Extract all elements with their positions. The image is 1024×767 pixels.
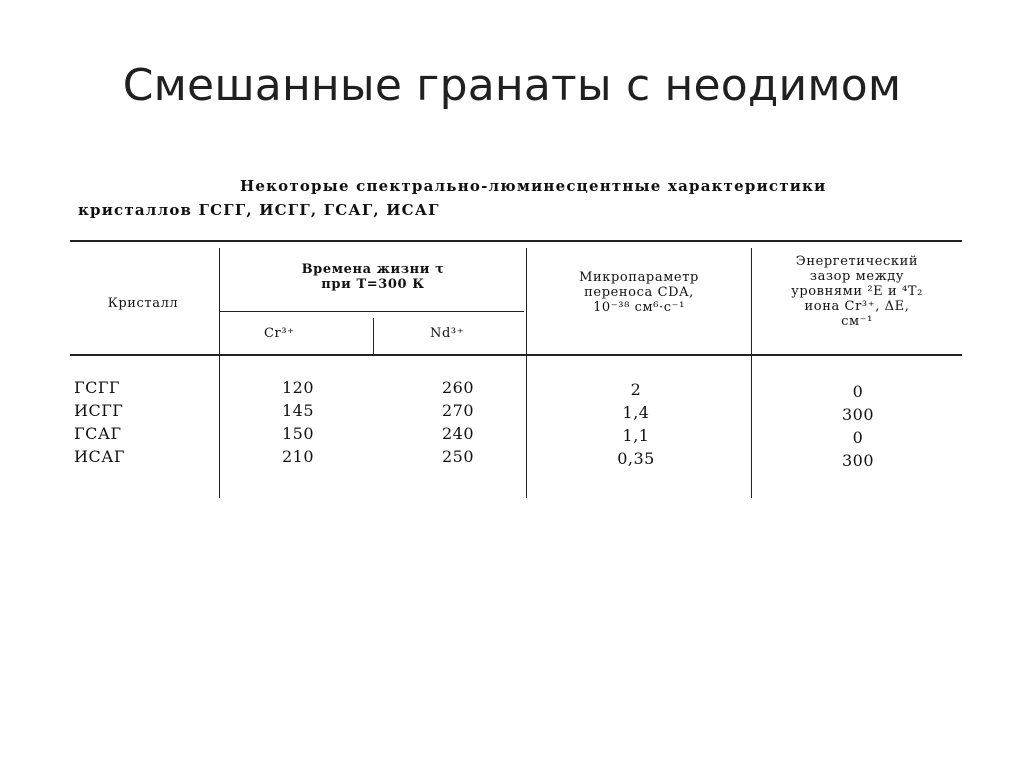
header-energy-gap xyxy=(752,254,962,329)
table-top-rule xyxy=(70,240,962,242)
header-crystal: Кристалл xyxy=(107,296,179,311)
column-cr-lifetime xyxy=(263,376,333,468)
table-row-crystal: ГСАГ xyxy=(74,424,122,443)
scanned-table xyxy=(68,168,968,508)
table-cell-cda: 0,35 xyxy=(617,449,655,468)
header-energy-gap-line-5: см⁻¹ xyxy=(841,314,873,329)
header-lifetime-line-1: Времена жизни τ xyxy=(301,262,445,277)
table-cell-nd: 260 xyxy=(441,378,475,397)
table-cell-cda: 1,1 xyxy=(622,426,650,445)
table-cell-delta-e: 300 xyxy=(841,451,875,470)
table-cell-cr: 210 xyxy=(281,447,315,466)
column-crystal xyxy=(74,376,125,468)
table-row-crystal: ИСАГ xyxy=(74,447,125,466)
table-cell-cr: 150 xyxy=(281,424,315,443)
column-energy-gap xyxy=(818,380,898,472)
header-cr: Cr³⁺ xyxy=(264,326,295,341)
table-cell-delta-e: 0 xyxy=(852,382,864,401)
header-nd: Nd³⁺ xyxy=(430,326,465,341)
table-cell-delta-e: 0 xyxy=(852,428,864,447)
column-microparameter xyxy=(596,378,676,470)
column-nd-lifetime xyxy=(423,376,493,468)
table-cell-delta-e: 300 xyxy=(841,405,875,424)
table-cell-nd: 270 xyxy=(441,401,475,420)
table-cell-nd: 240 xyxy=(441,424,475,443)
header-energy-gap-line-2: зазор между xyxy=(809,269,905,284)
table-cell-cr: 145 xyxy=(281,401,315,420)
table-caption xyxy=(78,174,938,222)
table-cell-nd: 250 xyxy=(441,447,475,466)
table-caption-line-1: Некоторые спектрально-люминесцентные характеристики xyxy=(240,177,827,195)
table-row-crystal: ГСГГ xyxy=(74,378,121,397)
header-energy-gap-line-1: Энергетический xyxy=(795,254,919,269)
header-lifetime-line-2: при T=300 К xyxy=(321,277,425,292)
table-sub-header-rule xyxy=(220,311,524,312)
header-microparameter-line-1: Микропараметр xyxy=(579,270,699,285)
table-cell-cr: 120 xyxy=(281,378,315,397)
header-energy-gap-line-3: уровнями ²E и ⁴T₂ xyxy=(791,284,923,299)
header-lifetime xyxy=(220,262,526,292)
header-energy-gap-line-4: иона Cr³⁺, ΔE, xyxy=(804,299,910,314)
slide-title: Смешанные гранаты с неодимом xyxy=(122,60,902,111)
table-caption-line-2: кристаллов ГСГГ, ИСГГ, ГСАГ, ИСАГ xyxy=(78,201,440,219)
table-cell-cda: 1,4 xyxy=(622,403,650,422)
header-microparameter-line-3: 10⁻³⁸ см⁶·с⁻¹ xyxy=(593,300,685,315)
table-row-crystal: ИСГГ xyxy=(74,401,124,420)
table-header-bottom-rule xyxy=(70,354,962,356)
header-microparameter-line-2: переноса CDA, xyxy=(584,285,694,300)
header-microparameter xyxy=(527,270,751,315)
table-cell-cda: 2 xyxy=(630,380,642,399)
